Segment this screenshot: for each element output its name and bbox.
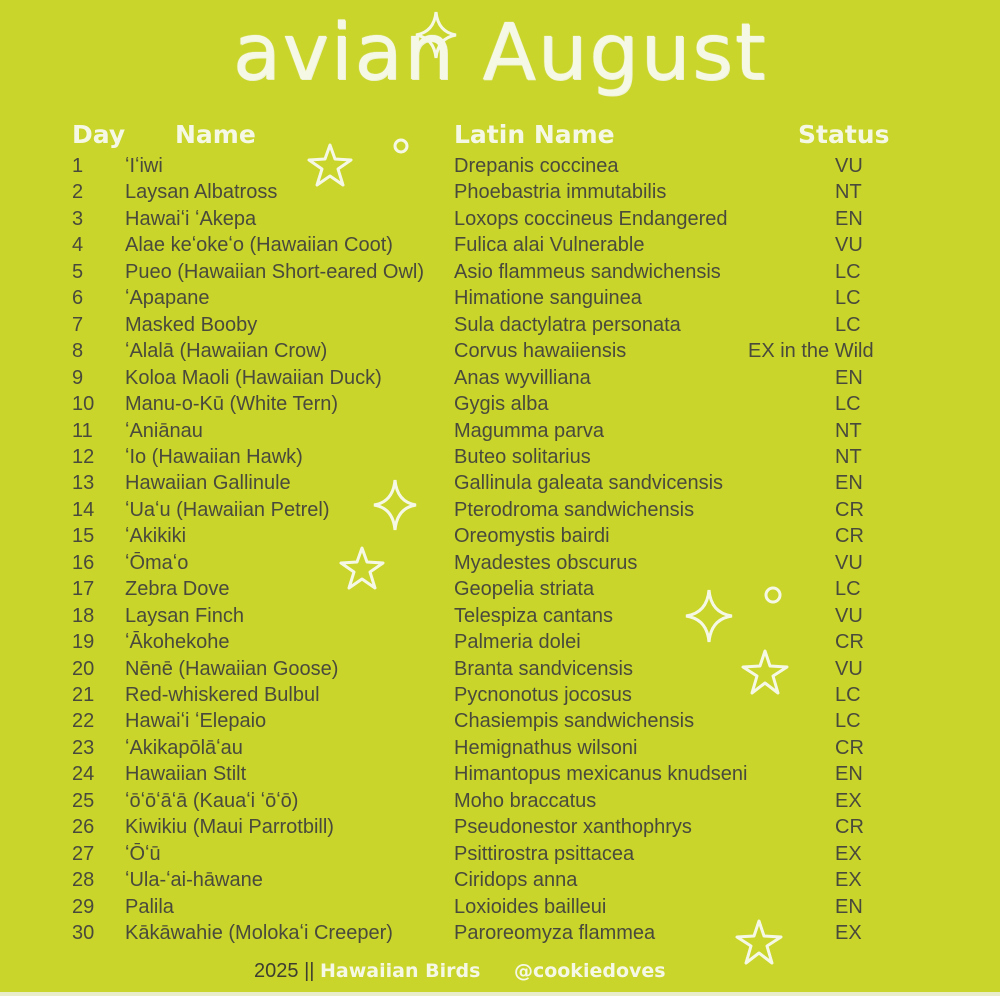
day-cell: 13 [72,472,95,495]
footer-separator: || [304,960,315,982]
circle-icon [391,136,411,156]
status-cell: LC [835,393,861,416]
page-title: avian August [232,8,768,98]
list-item [0,735,1000,761]
latin-name-cell: Psittirostra psittacea [454,842,635,865]
latin-name-cell: Hemignathus wilsoni [454,736,638,759]
name-cell: Hawaiʻi ʻAkepa [125,207,257,230]
latin-name-cell: Pterodroma sandwichensis [454,498,695,521]
day-cell: 16 [72,551,95,574]
list-item [0,232,1000,258]
status-cell: LC [835,260,861,283]
list-item [0,708,1000,734]
status-cell: VU [835,155,863,177]
status-cell: EN [835,763,863,786]
list-item [0,444,1000,470]
footer-topic: Hawaiian Birds [320,960,481,982]
latin-name-cell: Ciridops anna [454,869,578,892]
list-item [0,338,1000,364]
day-cell: 22 [72,710,95,733]
name-cell: Laysan Albatross [125,181,278,204]
latin-name-cell: Loxops coccineus Endangered [454,207,728,230]
name-cell: Pueo (Hawaiian Short-eared Owl) [125,260,425,283]
list-item [0,761,1000,787]
star-icon [734,918,784,966]
day-cell: 15 [72,525,95,548]
list-item [0,788,1000,814]
latin-name-cell: Himantopus mexicanus knudseni [454,763,748,786]
day-cell: 25 [72,789,95,812]
latin-name-cell: Buteo solitarius [454,445,591,468]
day-cell: 29 [72,895,95,918]
latin-name-cell: Himatione sanguinea [454,287,642,310]
list-item [0,550,1000,576]
status-cell: LC [835,684,861,706]
day-cell: 26 [72,816,95,839]
day-cell: 7 [72,313,84,336]
status-cell: NT [835,181,862,204]
name-cell: Nēnē (Hawaiian Goose) [125,657,339,680]
day-cell: 4 [72,234,84,257]
latin-name-cell: Oreomystis bairdi [454,525,610,548]
name-cell: Hawaiian Stilt [125,763,247,786]
name-cell: ʻAniānau [125,419,203,442]
day-cell: 27 [72,842,95,865]
star-icon [740,648,790,696]
latin-name-cell: Geopelia striata [454,578,595,601]
list-item [0,418,1000,444]
day-cell: 6 [72,287,84,310]
latin-name-cell: Drepanis coccinea [454,155,619,177]
status-cell: EN [835,472,863,495]
latin-name-cell: Loxioides bailleui [454,895,607,918]
latin-name-cell: Pseudonestor xanthophrys [454,816,692,839]
latin-name-cell: Fulica alai Vulnerable [454,234,645,257]
name-cell: Masked Booby [125,313,258,336]
day-cell: 21 [72,684,95,706]
day-cell: 5 [72,260,84,283]
list-item [0,312,1000,338]
list-item [0,814,1000,840]
latin-name-cell: Sula dactylatra personata [454,313,681,336]
status-cell: EX [835,789,862,812]
status-cell: CR [835,736,864,759]
name-cell: Laysan Finch [125,604,244,627]
status-cell: CR [835,816,864,839]
footer-year: 2025 [254,960,299,982]
name-cell: ʻIo (Hawaiian Hawk) [125,445,303,468]
day-cell: 9 [72,366,84,389]
name-cell: ʻAkikapōlāʻau [125,736,243,759]
day-cell: 12 [72,445,95,468]
day-cell: 8 [72,340,84,363]
footer [254,960,666,983]
list-item [0,682,1000,708]
name-cell: Alae keʻokeʻo (Hawaiian Coot) [125,234,393,257]
list-item [0,497,1000,523]
sparkle-icon [684,588,734,644]
latin-name-cell: Asio flammeus sandwichensis [454,260,721,283]
bottom-border [0,992,1000,996]
latin-name-cell: Telespiza cantans [454,604,613,627]
status-cell: CR [835,498,864,521]
list-item [0,153,1000,179]
status-cell: NT [835,419,862,442]
list-item [0,470,1000,496]
name-cell: Zebra Dove [125,578,230,601]
day-cell: 30 [72,922,95,945]
sparkle-icon [372,478,418,532]
header-status: Status [798,120,890,149]
name-cell: Kiwikiu (Maui Parrotbill) [125,816,334,839]
star-icon [338,545,386,591]
status-cell: EX [835,869,862,892]
name-cell: Hawaiian Gallinule [125,472,291,495]
status-cell: NT [835,445,862,468]
list-item [0,894,1000,920]
header-latin-name: Latin Name [454,120,615,149]
latin-name-cell: Myadestes obscurus [454,551,638,574]
header-day: Day [72,120,126,149]
latin-name-cell: Paroreomyza flammea [454,922,656,945]
list-item [0,365,1000,391]
latin-name-cell: Palmeria dolei [454,631,581,654]
status-cell: VU [835,657,863,680]
name-cell: ʻUla-ʻai-hāwane [125,869,263,892]
status-cell: VU [835,551,863,574]
day-cell: 14 [72,498,95,521]
name-cell: ʻŌmaʻo [125,551,189,574]
latin-name-cell: Gygis alba [454,393,549,416]
latin-name-cell: Corvus hawaiiensis [454,340,627,363]
list-item [0,391,1000,417]
name-cell: Palila [125,895,174,918]
name-cell: ʻUaʻu (Hawaiian Petrel) [125,498,330,521]
status-cell: LC [835,578,861,601]
latin-name-cell: Chasiempis sandwichensis [454,710,695,733]
name-cell: ʻŌʻū [125,842,161,865]
day-cell: 3 [72,207,84,230]
status-cell: VU [835,604,863,627]
list-item [0,656,1000,682]
list-item [0,523,1000,549]
status-cell: EX in the Wild [748,340,874,363]
day-cell: 20 [72,657,95,680]
day-cell: 2 [72,181,84,204]
day-cell: 17 [72,578,95,601]
latin-name-cell: Branta sandvicensis [454,657,633,680]
name-cell: ʻAkikiki [125,525,187,548]
status-cell: LC [835,710,861,733]
latin-name-cell: Magumma parva [454,419,605,442]
day-cell: 10 [72,393,95,416]
list-item [0,576,1000,602]
name-cell: Koloa Maoli (Hawaiian Duck) [125,366,382,389]
status-cell: EN [835,366,863,389]
latin-name-cell: Anas wyvilliana [454,366,591,389]
day-cell: 19 [72,631,95,654]
status-cell: EX [835,842,862,865]
list-item [0,603,1000,629]
list-item [0,867,1000,893]
name-cell: ʻĀkohekohe [125,631,230,654]
sparkle-icon [414,10,458,60]
status-cell: CR [835,631,864,654]
status-cell: CR [835,525,864,548]
day-cell: 11 [72,419,93,442]
status-cell: EN [835,895,863,918]
status-cell: EX [835,922,862,945]
name-cell: Red-whiskered Bulbul [125,684,320,706]
day-cell: 24 [72,763,95,786]
latin-name-cell: Pycnonotus jocosus [454,684,632,706]
name-cell: ʻAlalā (Hawaiian Crow) [125,340,328,363]
circle-icon [762,584,784,606]
list-item [0,920,1000,946]
list-item [0,259,1000,285]
latin-name-cell: Phoebastria immutabilis [454,181,667,204]
name-cell: Hawaiʻi ʻElepaio [125,710,267,733]
day-cell: 1 [72,155,84,177]
day-cell: 18 [72,604,95,627]
day-cell: 23 [72,736,95,759]
name-cell: ʻIʻiwi [125,155,163,177]
status-cell: LC [835,287,861,310]
latin-name-cell: Moho braccatus [454,789,597,812]
status-cell: VU [835,234,863,257]
latin-name-cell: Gallinula galeata sandvicensis [454,472,724,495]
footer-handle: @cookiedoves [513,960,666,982]
header-name: Name [175,120,256,149]
star-icon [306,142,354,188]
list-item [0,285,1000,311]
status-cell: LC [835,313,861,336]
status-cell: EN [835,207,863,230]
list-item [0,629,1000,655]
list-item [0,206,1000,232]
name-cell: Manu-o-Kū (White Tern) [125,393,339,416]
name-cell: ʻōʻōʻāʻā (Kauaʻi ʻōʻō) [125,789,299,812]
name-cell: ʻApapane [125,287,210,310]
day-cell: 28 [72,869,95,892]
name-cell: Kākāwahie (Molokaʻi Creeper) [125,922,393,945]
list-item [0,841,1000,867]
list-item [0,179,1000,205]
